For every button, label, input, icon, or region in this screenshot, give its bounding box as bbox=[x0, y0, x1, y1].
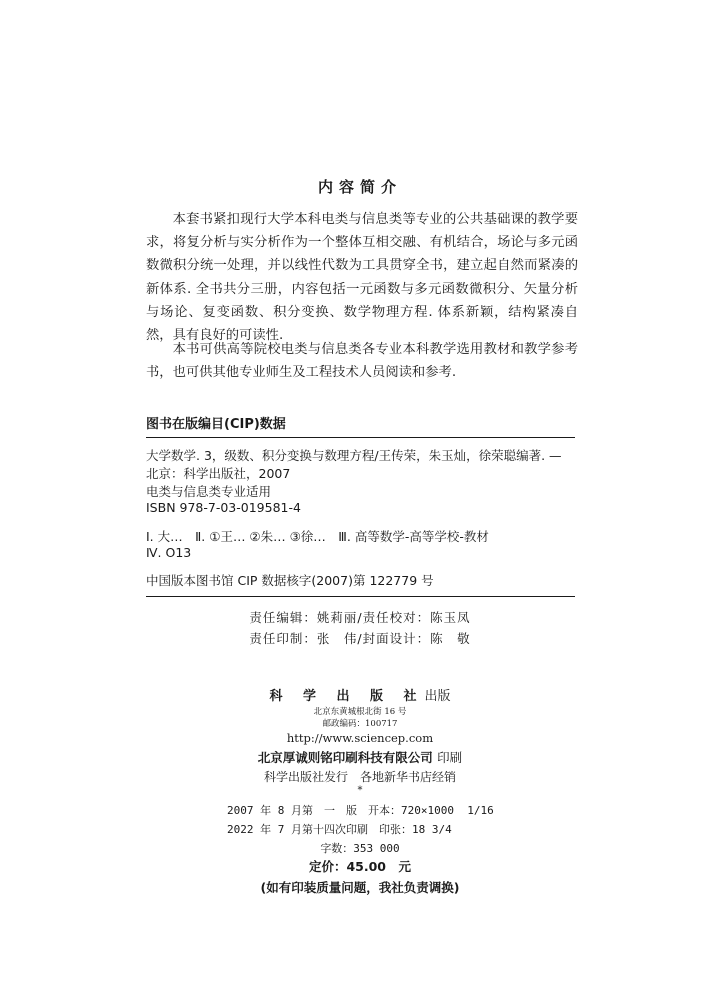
cip-line-7: 中国版本图书馆 CIP 数据核字(2007)第 122779 号 bbox=[146, 573, 434, 588]
edition-line: 2007 年 8 月第 一 版 开本：720×1000 1/16 bbox=[227, 804, 494, 817]
cip-line-3: 电类与信息类专业适用 bbox=[146, 484, 272, 499]
credits-editor-line: 责任编辑：姚莉丽/责任校对：陈玉凤 bbox=[249, 610, 471, 625]
cip-line-6: Ⅳ. O13 bbox=[146, 545, 192, 560]
cip-line-5: Ⅰ. 大… Ⅱ. ①王… ②朱… ③徐… Ⅲ. 高等数学-高等学校-教材 bbox=[146, 529, 489, 544]
cip-line-2: 北京：科学出版社，2007 bbox=[146, 466, 291, 481]
publisher-line bbox=[0, 685, 720, 704]
quality-notice: (如有印装质量问题，我社负责调换) bbox=[260, 880, 460, 895]
publisher-address: 北京东黄城根北街 16 号 bbox=[313, 707, 407, 717]
printer-name: 北京厚诚则铭印刷科技有限公司 bbox=[257, 750, 433, 765]
cip-isbn: ISBN 978-7-03-019581-4 bbox=[146, 500, 301, 515]
distribution-line: 科学出版社发行 各地新华书店经销 bbox=[263, 770, 456, 784]
publisher-postcode: 邮政编码：100717 bbox=[322, 719, 398, 729]
publisher-name: 科 学 出 版 社 bbox=[269, 689, 425, 704]
price: 定价：45.00 元 bbox=[308, 859, 412, 874]
printer-suffix: 印刷 bbox=[437, 750, 463, 765]
printing-line: 2022 年 7 月第十四次印刷 印张：18 3/4 bbox=[227, 823, 452, 836]
publisher-website: http://www.sciencep.com bbox=[286, 731, 434, 745]
separator-star: * bbox=[357, 785, 363, 796]
cip-title: 图书在版编目(CIP)数据 bbox=[146, 417, 286, 432]
credits-print-line: 责任印制：张 伟/封面设计：陈 敬 bbox=[249, 631, 471, 646]
cip-bottom-rule bbox=[146, 596, 575, 597]
word-count: 字数：353 000 bbox=[320, 842, 400, 855]
summary-paragraph-1: 本套书紧扣现行大学本科电类与信息类等专业的公共基础课的教学要求，将复分析与实分析作为一个整体互相交融、有机结合，场论与多元函数微积分统一处理，并以线性代数为工具贯穿全书，建立起自然而紧凑的新体系. 全书共分三册，内容包括一元函数与多元函数微积分、矢量分析与场论、复变函数、积分变换、数学物理方程. 体系新颖，结构紧凑自然，具有良好的可读性. bbox=[146, 212, 578, 344]
cip-line-1: 大学数学. 3，级数、积分变换与数理方程/王传荣，朱玉灿，徐荣聪编著. — bbox=[146, 448, 562, 463]
summary-title: 内容简介 bbox=[317, 178, 402, 196]
publisher-suffix: 出版 bbox=[424, 689, 451, 704]
summary-paragraph-2: 本书可供高等院校电类与信息类各专业本科教学选用教材和教学参考书，也可供其他专业师生及工程技术人员阅读和参考. bbox=[146, 342, 578, 381]
cip-top-rule bbox=[146, 437, 575, 438]
printer-line bbox=[0, 748, 720, 766]
